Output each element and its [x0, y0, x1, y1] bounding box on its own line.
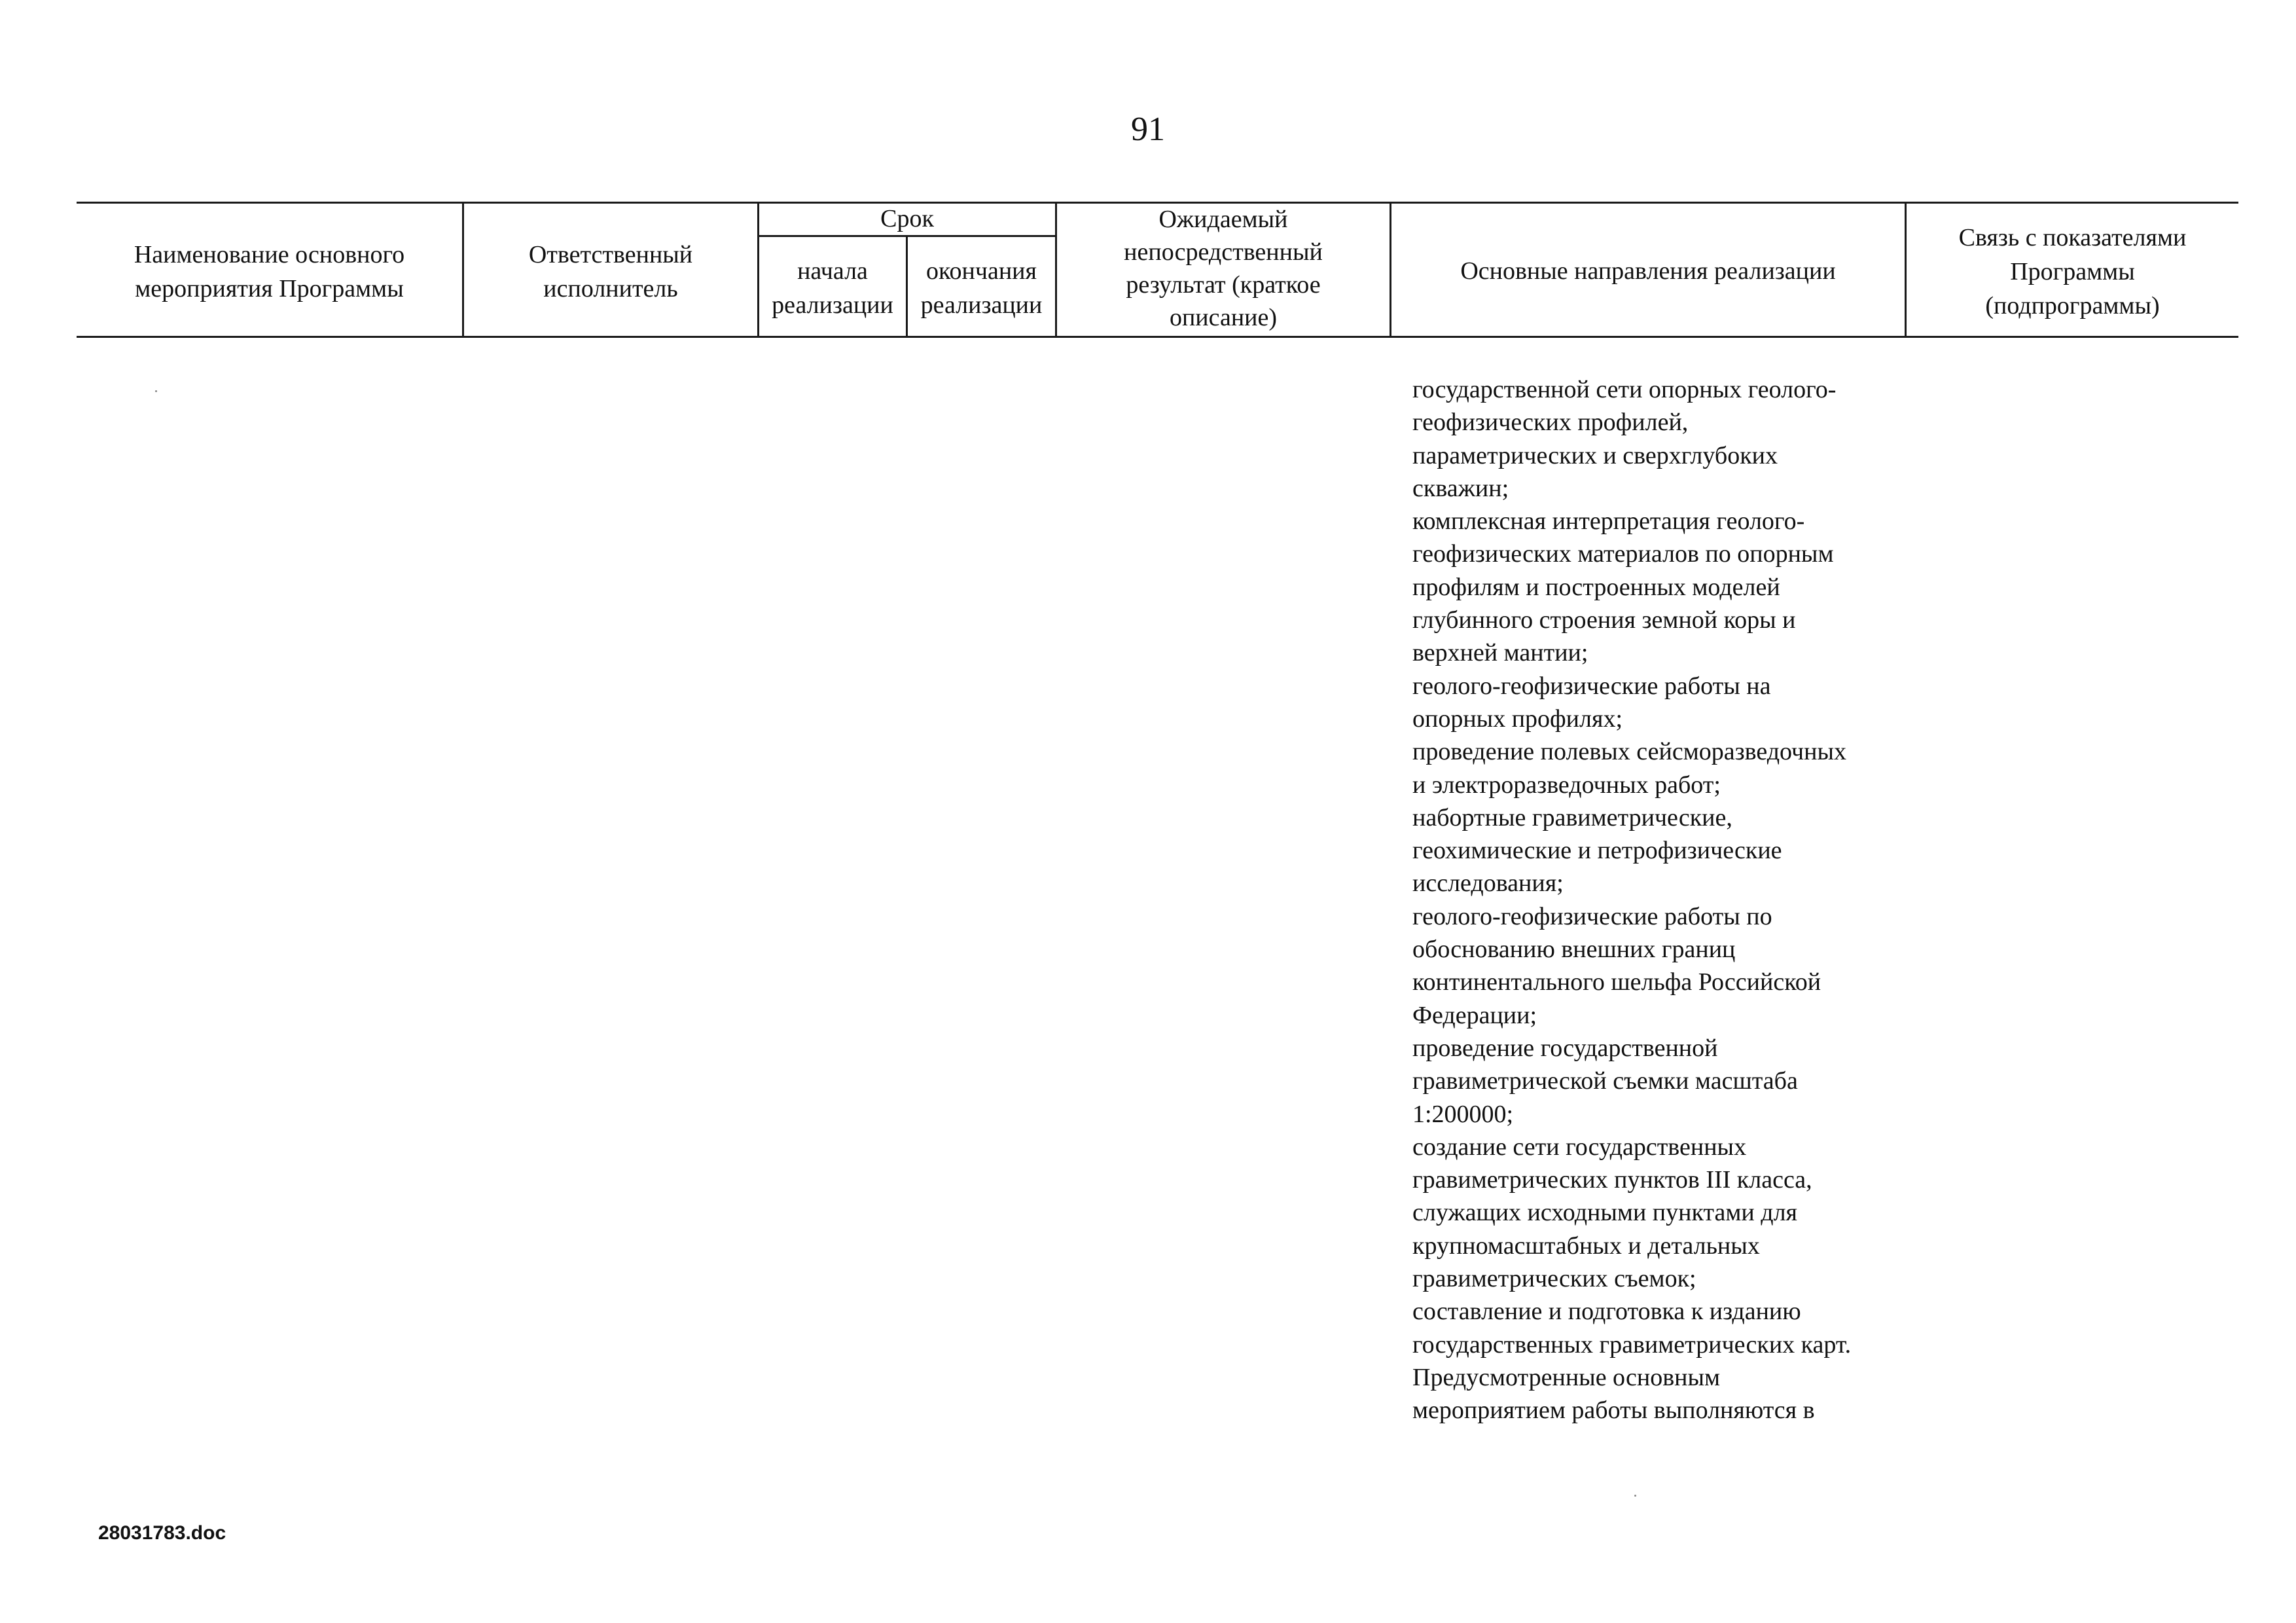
header-expected-result: Ожидаемый непосредственный результат (краткое описание)	[1124, 206, 1323, 331]
page-number: 91	[1131, 111, 1165, 148]
scan-speck	[1634, 1495, 1636, 1497]
header-term-start: начала реализации	[772, 257, 893, 319]
footer-filename: 28031783.doc	[98, 1522, 226, 1544]
header-term: Срок	[880, 205, 934, 232]
header-indicators: Связь с показателями Программы (подпрограммы)	[1958, 224, 2187, 319]
table-header-bottom-border	[77, 336, 2238, 338]
scan-speck	[155, 390, 157, 392]
header-term-end: окончания реализации	[920, 257, 1043, 319]
header-activity-name: Наименование основного мероприятия Программы	[134, 241, 405, 302]
header-directions: Основные направления реализации	[1460, 257, 1836, 285]
directions-cell-text: государственной сети опорных геолого- геофизических профилей, параметрических и сверхглубоких скважин; комплексная интерпретация геолого- геофизических материалов по опорным профилям и построенных моделей глубинного строения земной коры и верхней мантии; геолого-геофизические работы на опорных профилях; проведение полевых сейсморазведочных и электроразведочных работ; набортные гравиметрические, геохимические и петрофизические исследования; геолого-геофизические работы по обоснованию внешних границ континентального шельфа Российской Федерации; проведение государственной гравиметрической съемки масштаба 1:200000; создание сети государственных гравиметрических пунктов III класса, служащих исходными пунктами для крупномасштабных и детальных гравиметрических съемок; составление и подготовка к изданию государственных гравиметрических карт. Предусмотренные основным мероприятием работы выполняются в	[1412, 376, 1852, 1425]
header-executor: Ответственный исполнитель	[528, 241, 693, 302]
